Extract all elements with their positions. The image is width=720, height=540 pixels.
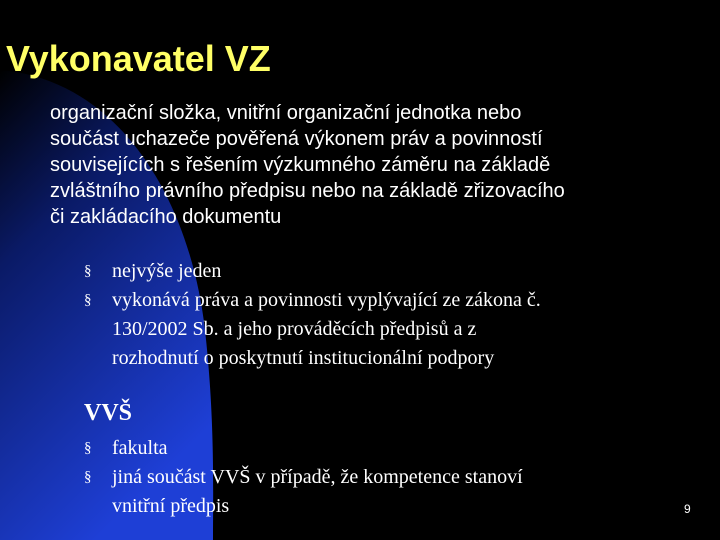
list-item-text: jiná součást VVŠ v případě, že kompetence stanoví: [112, 466, 523, 488]
section-heading-vvs: VVŠ: [84, 400, 133, 426]
list-item-text: vnitřní předpis: [112, 495, 230, 517]
bullet-icon: §: [84, 440, 92, 456]
list-item: [84, 257, 541, 286]
lead-line: součást uchazeče pověřená výkonem práv a povinností: [50, 128, 543, 150]
lead-paragraph: [50, 100, 690, 230]
page-number: 9: [684, 502, 691, 516]
list-item-text: nejvýše jeden: [112, 260, 222, 282]
lead-line: organizační složka, vnitřní organizační jednotka nebo: [50, 102, 522, 124]
bullet-list-executor: [84, 257, 541, 373]
list-item: [84, 434, 523, 463]
list-item: [84, 286, 541, 373]
list-item-text: vykonává práva a povinnosti vyplývající ze zákona č.: [112, 289, 541, 311]
list-item-text: fakulta: [112, 437, 168, 459]
bullet-icon: §: [84, 263, 92, 279]
lead-line: souvisejících s řešením výzkumného záměru na základě: [50, 154, 551, 176]
list-item-text: 130/2002 Sb. a jeho prováděcích předpisů a z: [112, 318, 477, 340]
slide-title: Vykonavatel VZ: [6, 38, 271, 79]
bullet-list-vvs: [84, 434, 523, 521]
list-item: [84, 463, 523, 521]
bullet-icon: §: [84, 292, 92, 308]
list-item-text: rozhodnutí o poskytnutí institucionální podpory: [112, 347, 495, 369]
lead-line: zvláštního právního předpisu nebo na základě zřizovacího: [50, 180, 565, 202]
lead-line: či zakládacího dokumentu: [50, 206, 282, 228]
bullet-icon: §: [84, 469, 92, 485]
